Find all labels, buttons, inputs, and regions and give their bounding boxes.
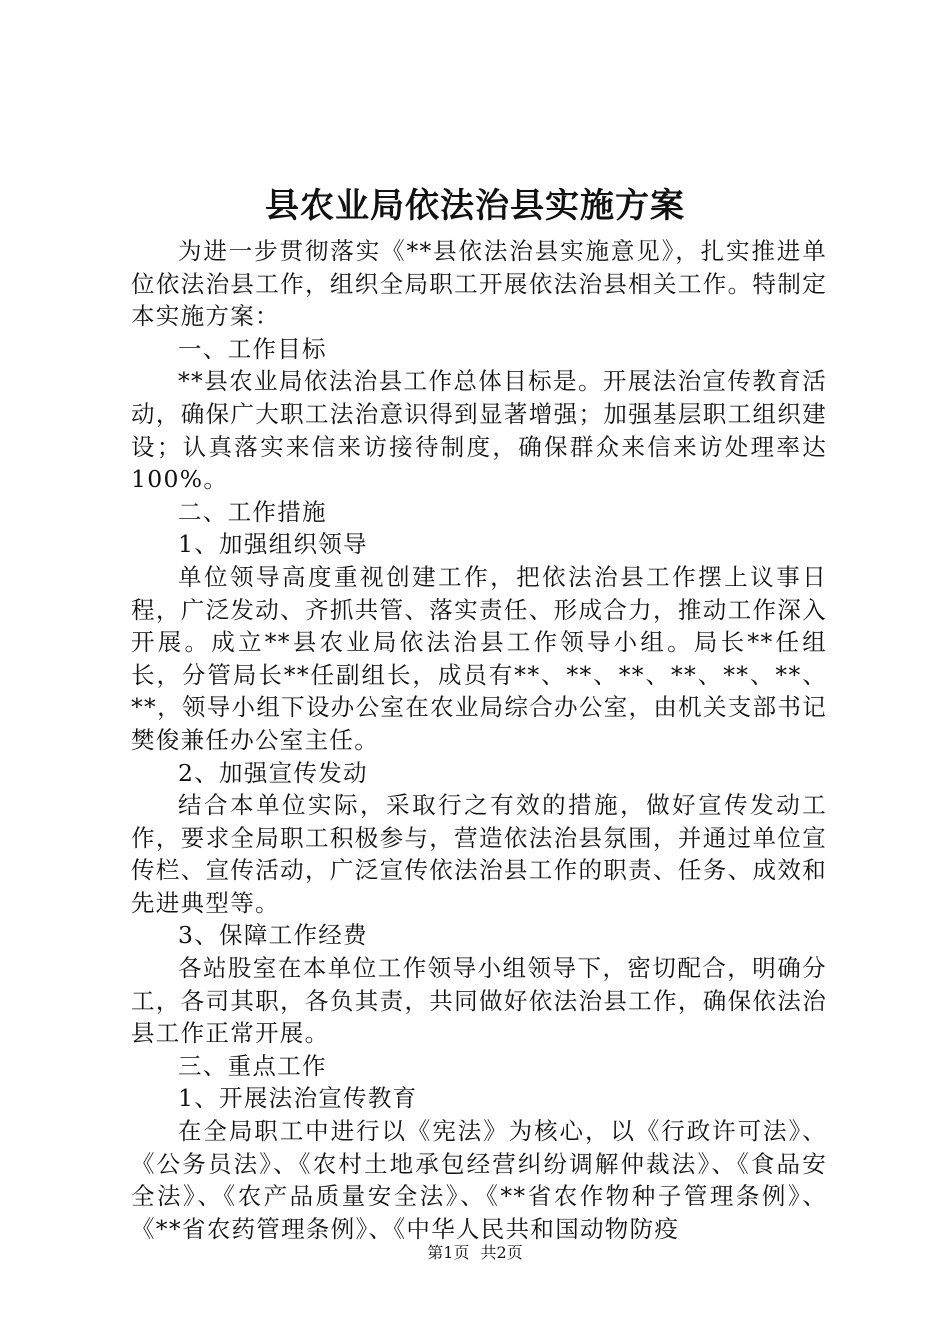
subheading-legal-education: 1、开展法治宣传教育 — [178, 1084, 418, 1113]
document-body — [131, 235, 827, 1245]
paragraph-funding: 各站股室在本单位工作领导小组领导下，密切配合，明确分工，各司其职，各负其责，共同做好依法治县工作，确保依法治县工作正常开展。 — [131, 954, 827, 1048]
paragraph-intro: 为进一步贯彻落实《**县依法治县实施意见》，扎实推进单位依法治县工作，组织全局职工开展依法治县相关工作。特制定本实施方案： — [131, 237, 827, 331]
section-heading-goals: 一、工作目标 — [178, 334, 327, 363]
subheading-publicity: 2、加强宣传发动 — [178, 758, 368, 787]
page-number: 第1页 — [427, 1243, 470, 1262]
section-heading-measures: 二、工作措施 — [178, 497, 327, 526]
page-footer — [0, 1242, 950, 1264]
page-total: 共2页 — [480, 1243, 523, 1262]
section-heading-key-work: 三、重点工作 — [178, 1051, 327, 1080]
paragraph-organization: 单位领导高度重视创建工作，把依法治县工作摆上议事日程，广泛发动、齐抓共管、落实责任、形成合力，推动工作深入开展。成立**县农业局依法治县工作领导小组。局长**任组长，分管局长**任副组长，成员有**、**、**、**、**、**、**，领导小组下设办公室在农业局综合办公室，由机关支部书记樊俊兼任办公室主任。 — [131, 562, 827, 754]
subheading-organization: 1、加强组织领导 — [178, 530, 368, 559]
document-title: 县农业局依法治县实施方案 — [265, 186, 685, 226]
paragraph-publicity: 结合本单位实际，采取行之有效的措施，做好宣传发动工作，要求全局职工积极参与，营造依法治县氛围，并通过单位宣传栏、宣传活动，广泛宣传依法治县工作的职责、任务、成效和先进典型等。 — [131, 791, 827, 917]
paragraph-legal-education: 在全局职工中进行以《宪法》为核心，以《行政许可法》、《公务员法》、《农村土地承包经营纠纷调解仲裁法》、《食品安全法》、《农产品质量安全法》、《**省农作物种子管理条例》、《**省农药管理条例》、《中华人民共和国动物防疫 — [131, 1117, 827, 1243]
paragraph-goals: **县农业局依法治县工作总体目标是。开展法治宣传教育活动，确保广大职工法治意识得到显著增强；加强基层职工组织建设；认真落实来信来访接待制度，确保群众来信来访处理率达100%。 — [131, 367, 827, 494]
subheading-funding: 3、保障工作经费 — [178, 921, 368, 950]
